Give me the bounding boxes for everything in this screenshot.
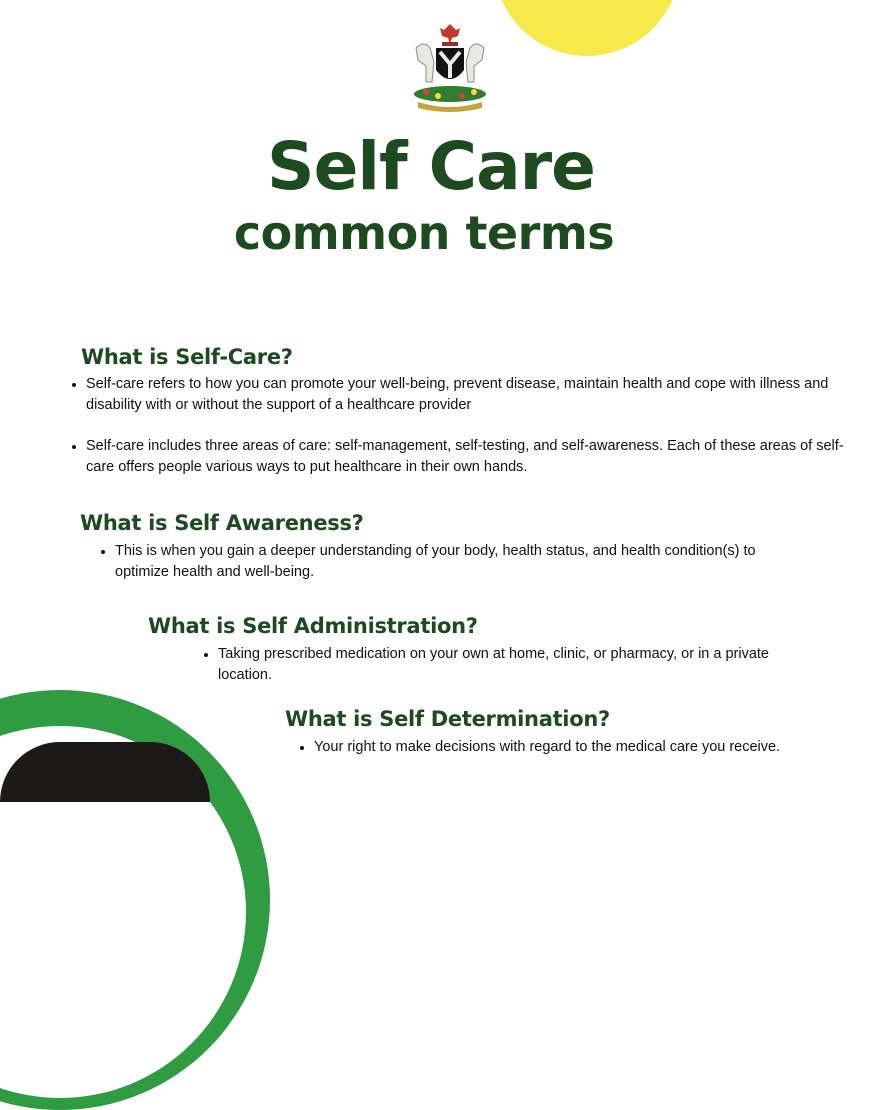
section-self-determination [285, 707, 865, 758]
bullet-list [72, 374, 852, 478]
list-item: Self-care includes three areas of care: self-management, self-testing, and self-awareness. Each of these areas of self-care offers people various ways to put healthcare in their own hands. [72, 436, 852, 478]
coat-of-arms-icon [404, 22, 496, 112]
person-photo [0, 742, 210, 802]
section-self-awareness [80, 511, 800, 583]
section-heading: What is Self Determination? [285, 707, 610, 731]
list-item: Taking prescribed medication on your own at home, clinic, or pharmacy, or in a private location. [204, 644, 788, 686]
section-self-care [72, 345, 852, 478]
section-heading: What is Self-Care? [81, 345, 293, 369]
decorative-yellow-circle [494, 0, 680, 56]
bullet-list [101, 541, 800, 583]
list-item: Your right to make decisions with regard to the medical care you receive. [300, 737, 865, 758]
list-item: This is when you gain a deeper understanding of your body, health status, and health condition(s) to optimize health and well-being. [101, 541, 800, 583]
list-item: Self-care refers to how you can promote your well-being, prevent disease, maintain health and cope with illness and disability with or without the support of a healthcare provider [72, 374, 852, 416]
section-heading: What is Self Administration? [148, 614, 478, 638]
page-title: Self Care [267, 128, 595, 205]
bullet-list [204, 644, 788, 686]
page-subtitle: common terms [233, 206, 615, 260]
bullet-list [300, 737, 865, 758]
section-heading: What is Self Awareness? [80, 511, 364, 535]
section-self-administration [148, 614, 788, 686]
